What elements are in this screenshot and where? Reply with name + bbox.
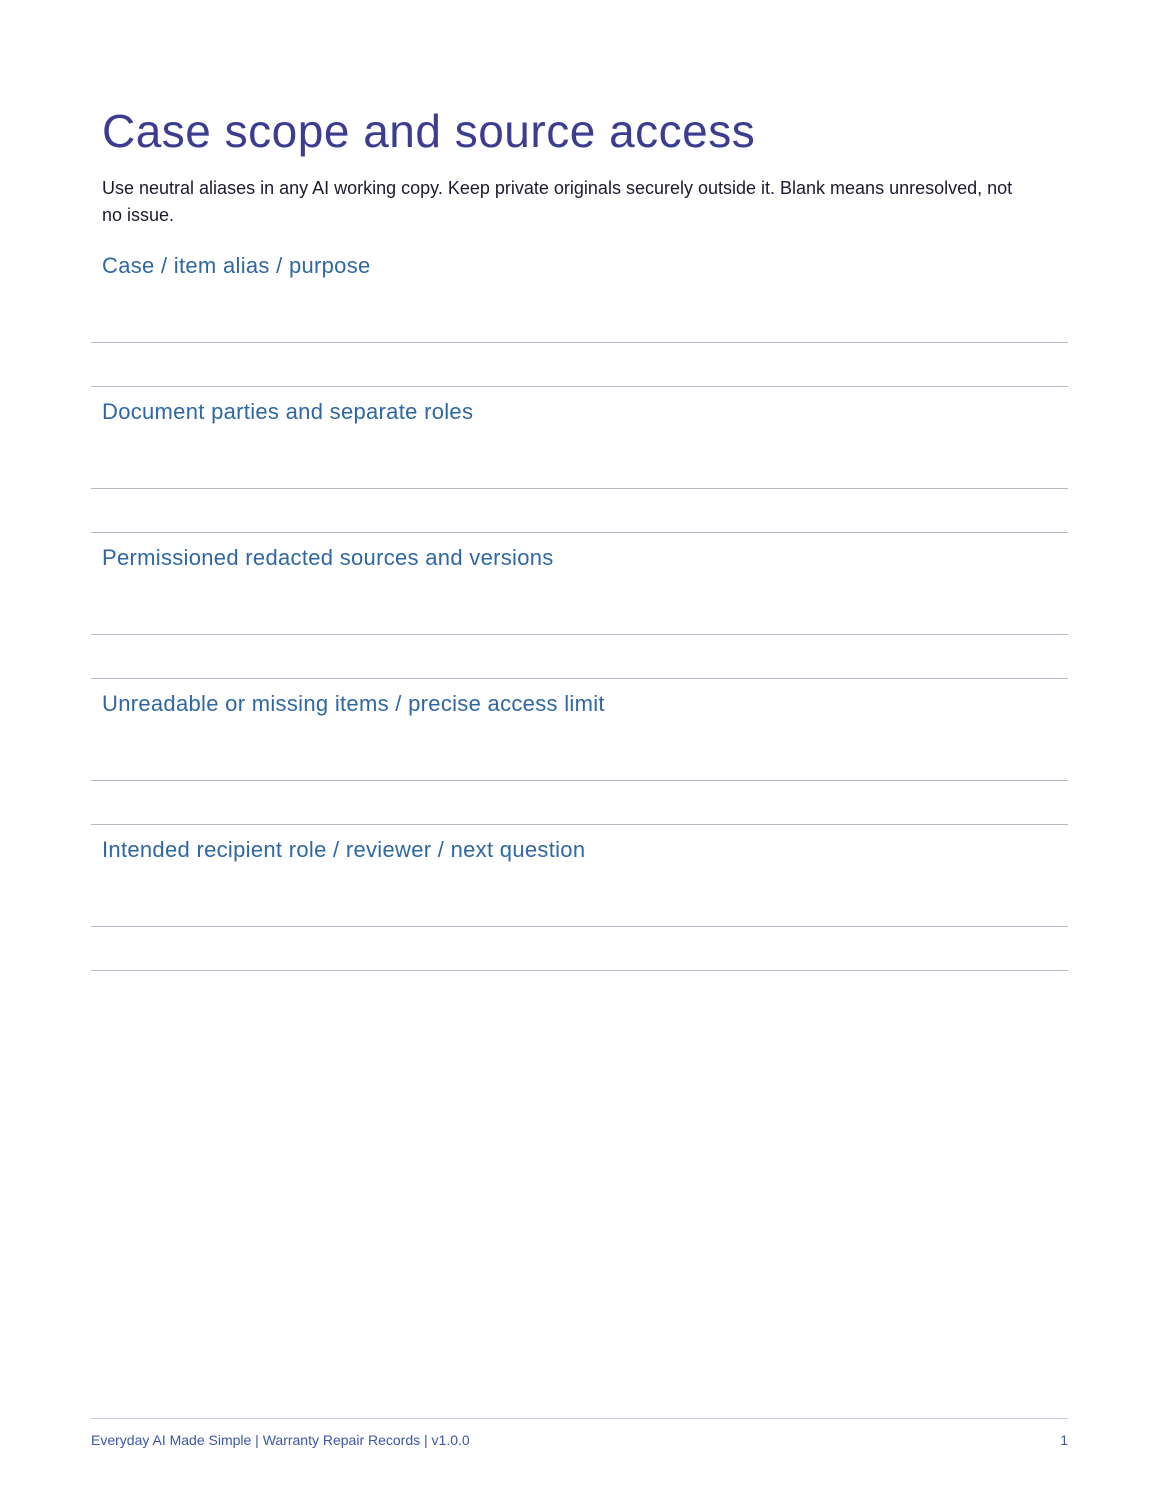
writing-line[interactable]	[91, 532, 1068, 533]
writing-line[interactable]	[91, 926, 1068, 927]
field-case-alias	[0, 252, 1160, 398]
field-label: Document parties and separate roles	[102, 399, 474, 424]
field-label: Case / item alias / purpose	[102, 253, 371, 278]
footer-text: Everyday AI Made Simple | Warranty Repair Records | v1.0.0	[91, 1432, 470, 1448]
field-recipient-role	[0, 836, 1160, 982]
writing-line[interactable]	[91, 824, 1068, 825]
field-redacted-sources	[0, 544, 1160, 690]
intro-text: Use neutral aliases in any AI working copy. Keep private originals securely outside it. Blank means unresolved, not no issue.	[102, 178, 1013, 225]
writing-line[interactable]	[91, 780, 1068, 781]
field-label: Intended recipient role / reviewer / next question	[102, 837, 586, 862]
writing-line[interactable]	[91, 342, 1068, 343]
page-number: 1	[1060, 1432, 1068, 1448]
writing-line[interactable]	[91, 678, 1068, 679]
field-label: Permissioned redacted sources and versions	[102, 545, 554, 570]
writing-line[interactable]	[91, 386, 1068, 387]
field-label: Unreadable or missing items / precise access limit	[102, 691, 605, 716]
writing-line[interactable]	[91, 970, 1068, 971]
page-title: Case scope and source access	[102, 105, 756, 157]
field-document-parties	[0, 398, 1160, 544]
field-missing-items	[0, 690, 1160, 836]
writing-line[interactable]	[91, 634, 1068, 635]
writing-line[interactable]	[91, 488, 1068, 489]
footer-divider	[91, 1418, 1068, 1419]
